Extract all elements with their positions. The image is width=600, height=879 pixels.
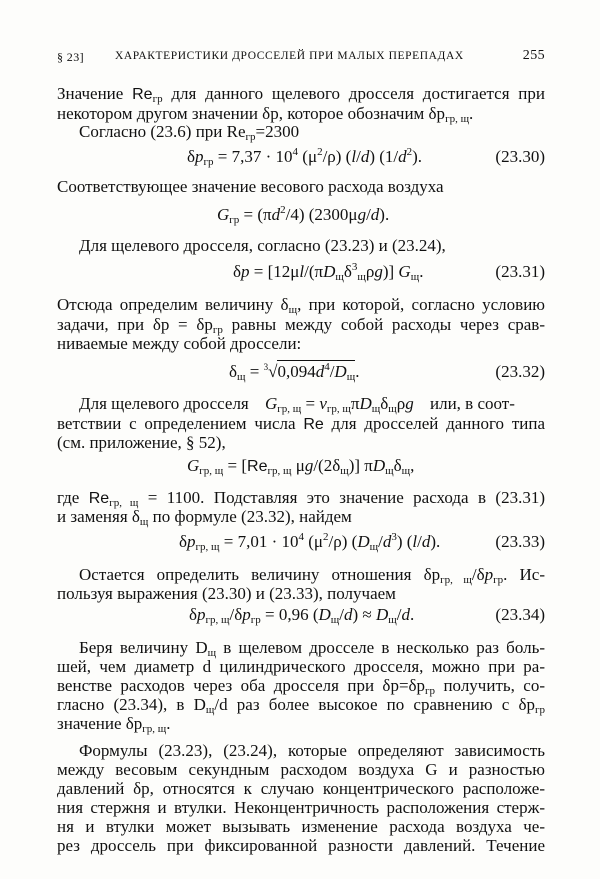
text-line: шей, чем диаметр d цилиндрического дросселя, можно при ра-: [57, 657, 545, 676]
text-line: Согласно (23.6) при $Re_{гр}=2300$: [79, 122, 300, 143]
equation-number: (23.33): [495, 532, 545, 551]
running-title: ХАРАКТЕРИСТИКИ ДРОССЕЛЕЙ ПРИ МАЛЫХ ПЕРЕПАДАХ: [115, 50, 464, 62]
text-line: ветствии с определением числа Re для дросселей данного типа: [57, 414, 545, 433]
text-line: между весовым секундным расходом воздуха G и разностью: [57, 760, 545, 779]
equation-23-34: $\delta p_{гр, щ}/\delta p_{гр} = 0,96$ $(D_щ/d) \approx D_щ/d$.: [189, 605, 415, 626]
text-line: значение $\delta p_{гр, щ}$.: [57, 714, 171, 735]
text-line: венстве расходов через оба дросселя при $\delta p=\delta p_{гр}$ получить, со-: [57, 676, 545, 697]
text-line: Для щелевого дросселя $G_{гр, щ} = v_{гр, щ}\pi D_щ\delta_щ\rho g$ или, в соот-: [79, 394, 515, 415]
text-line: пользуя выражения (23.30) и (23.33), получаем: [57, 584, 396, 603]
text-line: Беря величину $D_щ$ в щелевом дросселе в несколько раз боль-: [79, 638, 545, 659]
text-line: давлений δp, относятся к случаю концентрического расположе-: [57, 779, 545, 798]
equation-number: (23.30): [495, 147, 545, 166]
text-line: Формулы (23.23), (23.24), которые определяют зависимость: [79, 741, 545, 760]
text-line: ня и втулки может вызывать изменение расхода воздуха че-: [57, 817, 545, 836]
equation-number: (23.34): [495, 605, 545, 624]
text-line: задачи, при $\delta p = \delta p_{гр}$ равны между собой расходы через срав-: [57, 315, 545, 336]
text-line: ния стержня и втулки. Неконцентричность расположения стерж-: [57, 798, 545, 817]
text-line: гласно (23.34), в $D_щ/d$ раз более высокое по сравнению с $\delta p_{гр}$: [57, 695, 545, 716]
equation-23-32: $\delta_щ = ^3√0,094d^4/D_щ$.: [229, 361, 360, 383]
text-line: Для щелевого дросселя, согласно (23.23) и (23.24),: [79, 236, 446, 255]
text-line: Значение $Re_{гр}$ для данного щелевого дросселя достигается при: [57, 84, 546, 105]
text-line: некотором другом значении δp, которое обозначим $\delta p_{гр, щ}$.: [57, 104, 474, 125]
equation-gr: $G_{гр} = (\pi d^2/4)$ (2300μg/d).: [217, 204, 390, 226]
text-line: где $Re_{гр, щ} = 1100$. Подставляя это значение расхода в (23.31): [57, 488, 546, 509]
equation-grsh: $G_{гр, щ} = [Re_{гр, щ}$ $\mu g/(2\delta_щ)$] $\pi D_щ\delta_щ$,: [187, 456, 415, 477]
text-line: ниваемые между собой дроссели:: [57, 334, 302, 353]
equation-number: (23.32): [495, 362, 545, 381]
equation-number: (23.31): [495, 262, 545, 281]
text-line: Соответствующее значение весового расхода воздуха: [57, 177, 444, 196]
equation-23-30: $\delta p_{гр} = 7,37 \cdot 10^4$ $(\mu^2/\rho)$ (l/d) $(1/d^2)$.: [187, 146, 423, 168]
section-ref: § 23]: [57, 50, 84, 64]
equation-23-31: $\delta p = [12\mu l/(\pi D_щ\delta^3_щ\rho g)]$ $G_щ$.: [233, 261, 424, 283]
page-number: 255: [522, 48, 545, 63]
equation-23-33: $\delta p_{гр, щ} = 7,01 \cdot 10^4$ $(\mu^2/\rho)$ $(D_щ/d^3)$ (l/d).: [179, 531, 441, 553]
text-line: (см. приложение, § 52),: [57, 433, 226, 452]
text-line: Отсюда определим величину $\delta_щ$, при которой, согласно условию: [57, 295, 545, 316]
text-line: рез дроссель при фиксированной разности давлений. Течение: [57, 836, 545, 855]
text-line: Остается определить величину отношения $\delta p_{гр, щ}/\delta p_{гр}$. Ис-: [79, 565, 546, 586]
text-line: и заменяя $\delta_щ$ по формуле (23.32), найдем: [57, 507, 352, 528]
